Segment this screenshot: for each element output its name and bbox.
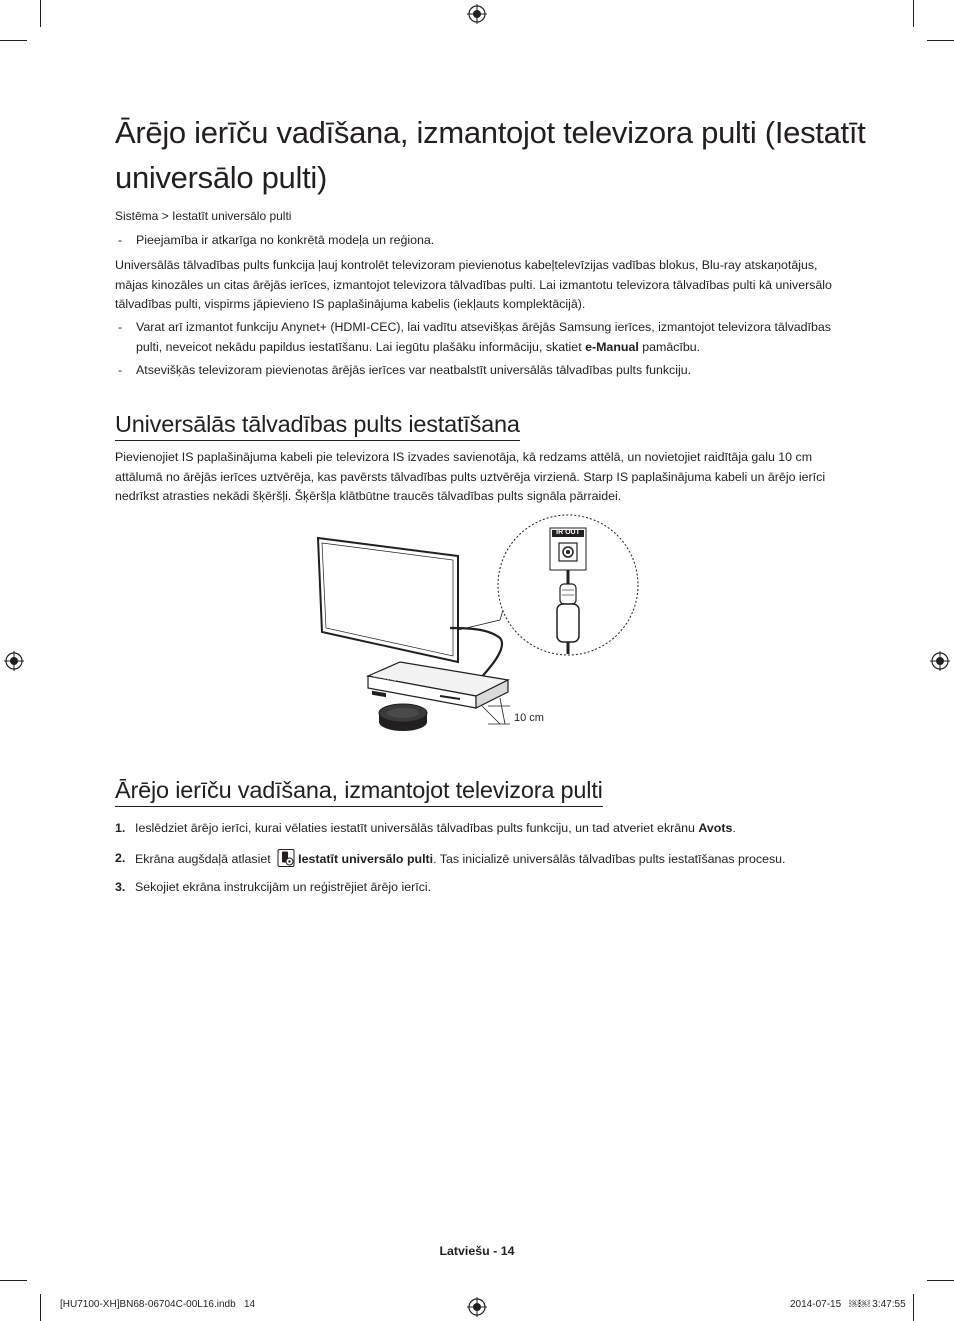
registration-mark-icon [4,651,24,671]
step-item [115,819,845,838]
crop-mark [913,1294,914,1321]
crop-mark [927,40,954,41]
dash-bullet: - [118,233,123,247]
step-number: 1. [115,821,126,835]
device-brand-label: SAMSUNG [373,672,397,683]
emanual-link: e-Manual [585,339,639,354]
note-text: Pieejamība ir atkarīga no konkrētā modeļa un reģiona. [136,233,435,247]
external-device-illustration [368,662,508,708]
breadcrumb [115,209,291,223]
step-number: 2. [115,851,126,865]
print-file-info: [HU7100-XH]BN68-06704C-00L16.indb 14 [60,1299,256,1310]
step-text: Sekojiet ekrāna instrukcijām un reģistrējiet ārējo ierīci. [135,880,432,894]
note-text: Atsevišķās televizoram pievienotas ārējās ierīces var neatbalstīt universālās tālvadības pults funkciju. [136,363,692,377]
section-paragraph: Pievienojiet IS paplašinājuma kabeli pie televizora IS izvades savienotāja, kā redzams attēlā, un novietojiet raidītāja galu 10 cm attālumā no ārējās ierīces uztvērēja, kas pavērsts tālvadības pults uztvērēja virzienā. Starp IS paplašinājuma kabeli un ārējo ierīci nedrīkst atrasties nekādi šķēršļi. Šķēršļa klātbūtne traucēs tālvadības pults signāla pārraidei. [115,450,826,503]
page-number: Latviešu - 14 [439,1244,515,1258]
section-heading: Ārējo ierīču vadīšana, izmantojot televizora pulti [115,775,603,807]
dash-bullet: - [118,320,123,334]
breadcrumb-item: Iestatīt universālo pulti [172,209,292,223]
tv-illustration [318,538,458,662]
note-item [115,318,845,357]
crop-mark [927,1280,954,1281]
port-label: IR OUT [556,529,580,536]
crop-mark [40,1294,41,1321]
step-number: 3. [115,880,126,894]
note-item [115,231,845,251]
registration-mark-icon [467,1297,487,1317]
note-text: Varat arī izmantot funkciju Anynet+ (HDMI-CEC), lai vadītu atsevišķas ārējās Samsung ierīces, izmantojot televizora tālvadības pulti, neveicot nekādu papildus iestatīšanu. Lai iegūtu plašāku informāciju, skatiet e-Manual pamācību. [136,320,831,354]
crop-mark [0,1280,27,1281]
step-text: Ieslēdziet ārējo ierīci, kurai vēlaties iestatīt universālās tālvadības pults funkciju, un tad atveriet ekrānu Avots. [135,821,736,835]
menu-item-reference: Iestatīt universālo pulti [298,852,434,866]
crop-mark [913,0,914,27]
breadcrumb-separator: > [161,209,169,223]
dash-bullet: - [118,363,123,377]
menu-item-reference: Avots [698,821,733,835]
registration-mark-icon [467,4,487,24]
print-timestamp: 2014-07-15 ￼￼ 3:47:55 [790,1299,906,1310]
intro-paragraph: Universālās tālvadības pults funkcija ļauj kontrolēt televizoram pievienotus kabeļtelevīzijas vadības blokus, Blu-ray atskaņotājus, mājas kinozāles un citas ārējās ierīces, izmantojot televizora tālvadības pulti. Lai izmantotu televizora tālvadības pulti kā universālo tālvadības pulti, vispirms jāpievieno IS paplašinājuma kabelis (iekļauts komplektācijā). [115,258,832,311]
ir-out-port-callout [498,515,638,655]
crop-mark [0,40,27,41]
registration-mark-icon [930,651,950,671]
step-item [115,849,845,869]
connection-diagram [300,510,645,740]
universal-remote-setup-icon [277,849,295,867]
page-title: Ārējo ierīču vadīšana, izmantojot televizora pulti (Iestatīt universālo pulti) [115,115,866,195]
note-item [115,361,845,381]
distance-label: 10 cm [514,712,544,724]
section-heading: Universālās tālvadības pults iestatīšana [115,409,520,441]
crop-mark [40,0,41,27]
breadcrumb-item: Sistēma [115,209,159,223]
step-text: Ekrāna augšdaļā atlasiet Iestatīt universālo pulti. Tas inicializē universālās tālvadības pults iestatīšanas procesu. [135,849,845,869]
ir-emitter-illustration [379,704,427,731]
step-item [115,878,845,897]
